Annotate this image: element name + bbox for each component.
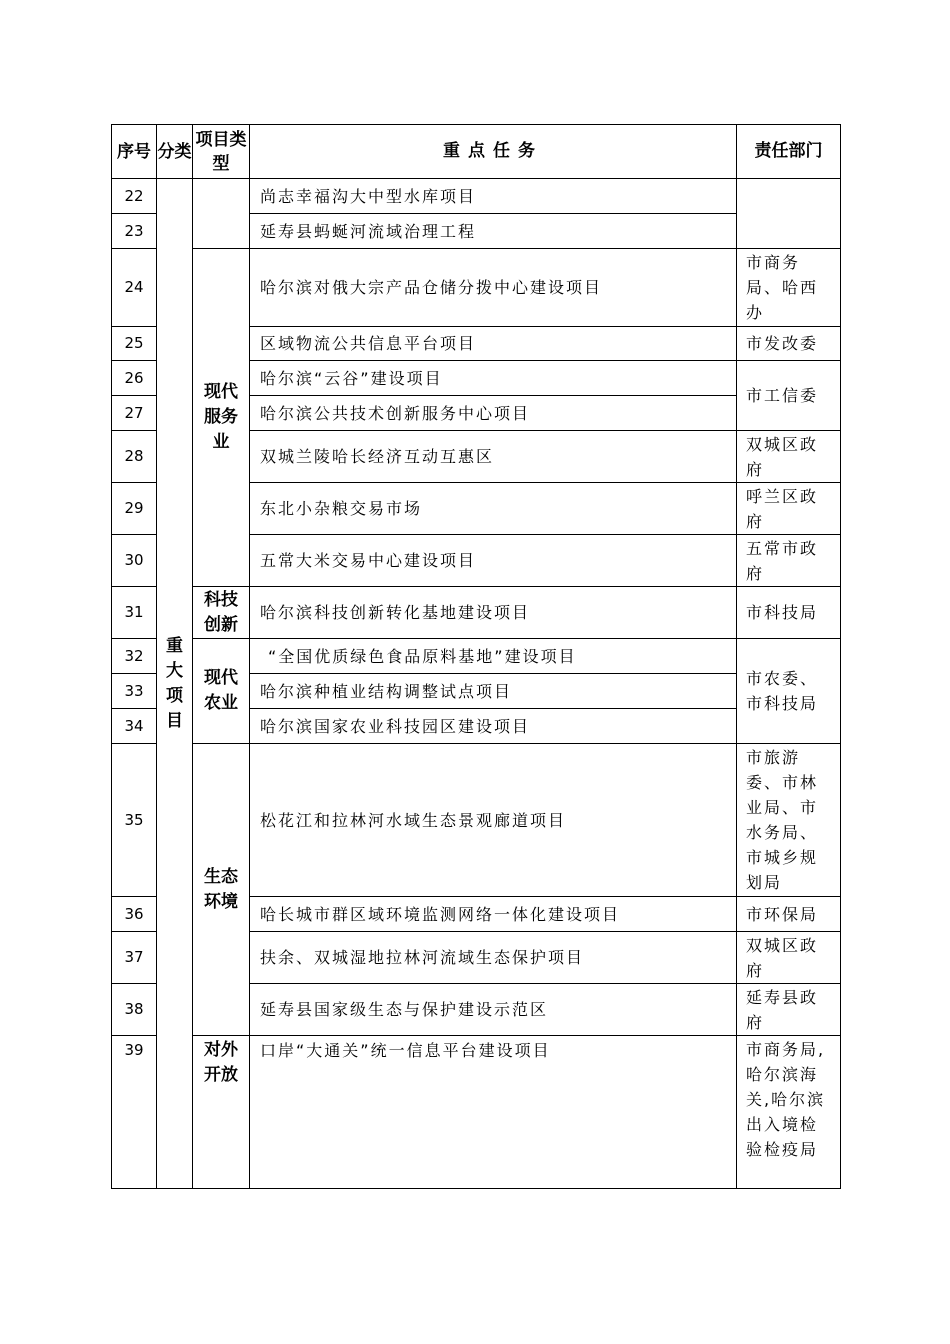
- row-dept: 市发改委: [737, 327, 841, 361]
- row-seq: 32: [112, 639, 157, 674]
- row-seq: 33: [112, 674, 157, 709]
- header-department: 责任部门: [737, 125, 841, 179]
- row-seq: 28: [112, 431, 157, 483]
- row-dept: 市旅游委、市林业局、市水务局、市城乡规划局: [737, 744, 841, 897]
- row-task: 哈尔滨“云谷”建设项目: [250, 361, 737, 396]
- header-project-type: 项目类型: [193, 125, 250, 179]
- header-category: 分类: [157, 125, 193, 179]
- table-row: [112, 1036, 841, 1189]
- table-row: [112, 587, 841, 639]
- type-cell-6: 对外开放: [193, 1036, 250, 1189]
- row-task: 口岸“大通关”统一信息平台建设项目: [250, 1036, 737, 1189]
- row-seq: 27: [112, 396, 157, 431]
- row-task: 哈长城市群区域环境监测网络一体化建设项目: [250, 897, 737, 932]
- row-task: “全国优质绿色食品原料基地”建设项目: [250, 639, 737, 674]
- row-dept: 市科技局: [737, 587, 841, 639]
- row-dept: 五常市政府: [737, 535, 841, 587]
- row-seq: 36: [112, 897, 157, 932]
- row-dept: 市环保局: [737, 897, 841, 932]
- row-seq: 22: [112, 179, 157, 214]
- key-projects-table: [111, 124, 841, 1189]
- row-task: 双城兰陵哈长经济互动互惠区: [250, 431, 737, 483]
- row-seq: 35: [112, 744, 157, 897]
- row-seq: 39: [112, 1036, 157, 1189]
- row-seq: 38: [112, 984, 157, 1036]
- row-task: 尚志幸福沟大中型水库项目: [250, 179, 737, 214]
- row-seq: 25: [112, 327, 157, 361]
- table-row: [112, 249, 841, 327]
- row-task: 五常大米交易中心建设项目: [250, 535, 737, 587]
- row-task: 延寿县国家级生态与保护建设示范区: [250, 984, 737, 1036]
- row-dept: 市农委、市科技局: [737, 639, 841, 744]
- type-cell-5: 生态环境: [193, 744, 250, 1036]
- category-cell: 重大项目: [157, 179, 193, 1189]
- row-dept-empty: [737, 179, 841, 249]
- row-dept: 呼兰区政府: [737, 483, 841, 535]
- table-row: [112, 639, 841, 674]
- row-dept: 市商务局,哈尔滨海关,哈尔滨出入境检验检疫局: [737, 1036, 841, 1189]
- row-seq: 24: [112, 249, 157, 327]
- row-seq: 31: [112, 587, 157, 639]
- row-dept: 市工信委: [737, 361, 841, 431]
- row-task: 哈尔滨种植业结构调整试点项目: [250, 674, 737, 709]
- type-cell-2: 现代服务业: [193, 249, 250, 587]
- row-seq: 26: [112, 361, 157, 396]
- row-seq: 37: [112, 932, 157, 984]
- row-seq: 34: [112, 709, 157, 744]
- row-dept: 双城区政府: [737, 932, 841, 984]
- table-row: [112, 744, 841, 897]
- table-header-row: [112, 125, 841, 179]
- row-task: 扶余、双城湿地拉林河流域生态保护项目: [250, 932, 737, 984]
- type-cell-4: 现代农业: [193, 639, 250, 744]
- row-task: 哈尔滨科技创新转化基地建设项目: [250, 587, 737, 639]
- table-row: [112, 179, 841, 214]
- row-task: 哈尔滨对俄大宗产品仓储分拨中心建设项目: [250, 249, 737, 327]
- row-dept: 市商务局、哈西办: [737, 249, 841, 327]
- row-dept: 双城区政府: [737, 431, 841, 483]
- header-task: 重点任务: [250, 125, 737, 179]
- type-cell-3: 科技创新: [193, 587, 250, 639]
- row-seq: 23: [112, 214, 157, 249]
- type-cell-1: [193, 179, 250, 249]
- header-seq: 序号: [112, 125, 157, 179]
- row-seq: 29: [112, 483, 157, 535]
- row-task: 哈尔滨公共技术创新服务中心项目: [250, 396, 737, 431]
- row-seq: 30: [112, 535, 157, 587]
- row-task: 区域物流公共信息平台项目: [250, 327, 737, 361]
- row-task: 延寿县蚂蜒河流域治理工程: [250, 214, 737, 249]
- row-dept: 延寿县政府: [737, 984, 841, 1036]
- row-task: 松花江和拉林河水域生态景观廊道项目: [250, 744, 737, 897]
- row-task: 哈尔滨国家农业科技园区建设项目: [250, 709, 737, 744]
- row-task: 东北小杂粮交易市场: [250, 483, 737, 535]
